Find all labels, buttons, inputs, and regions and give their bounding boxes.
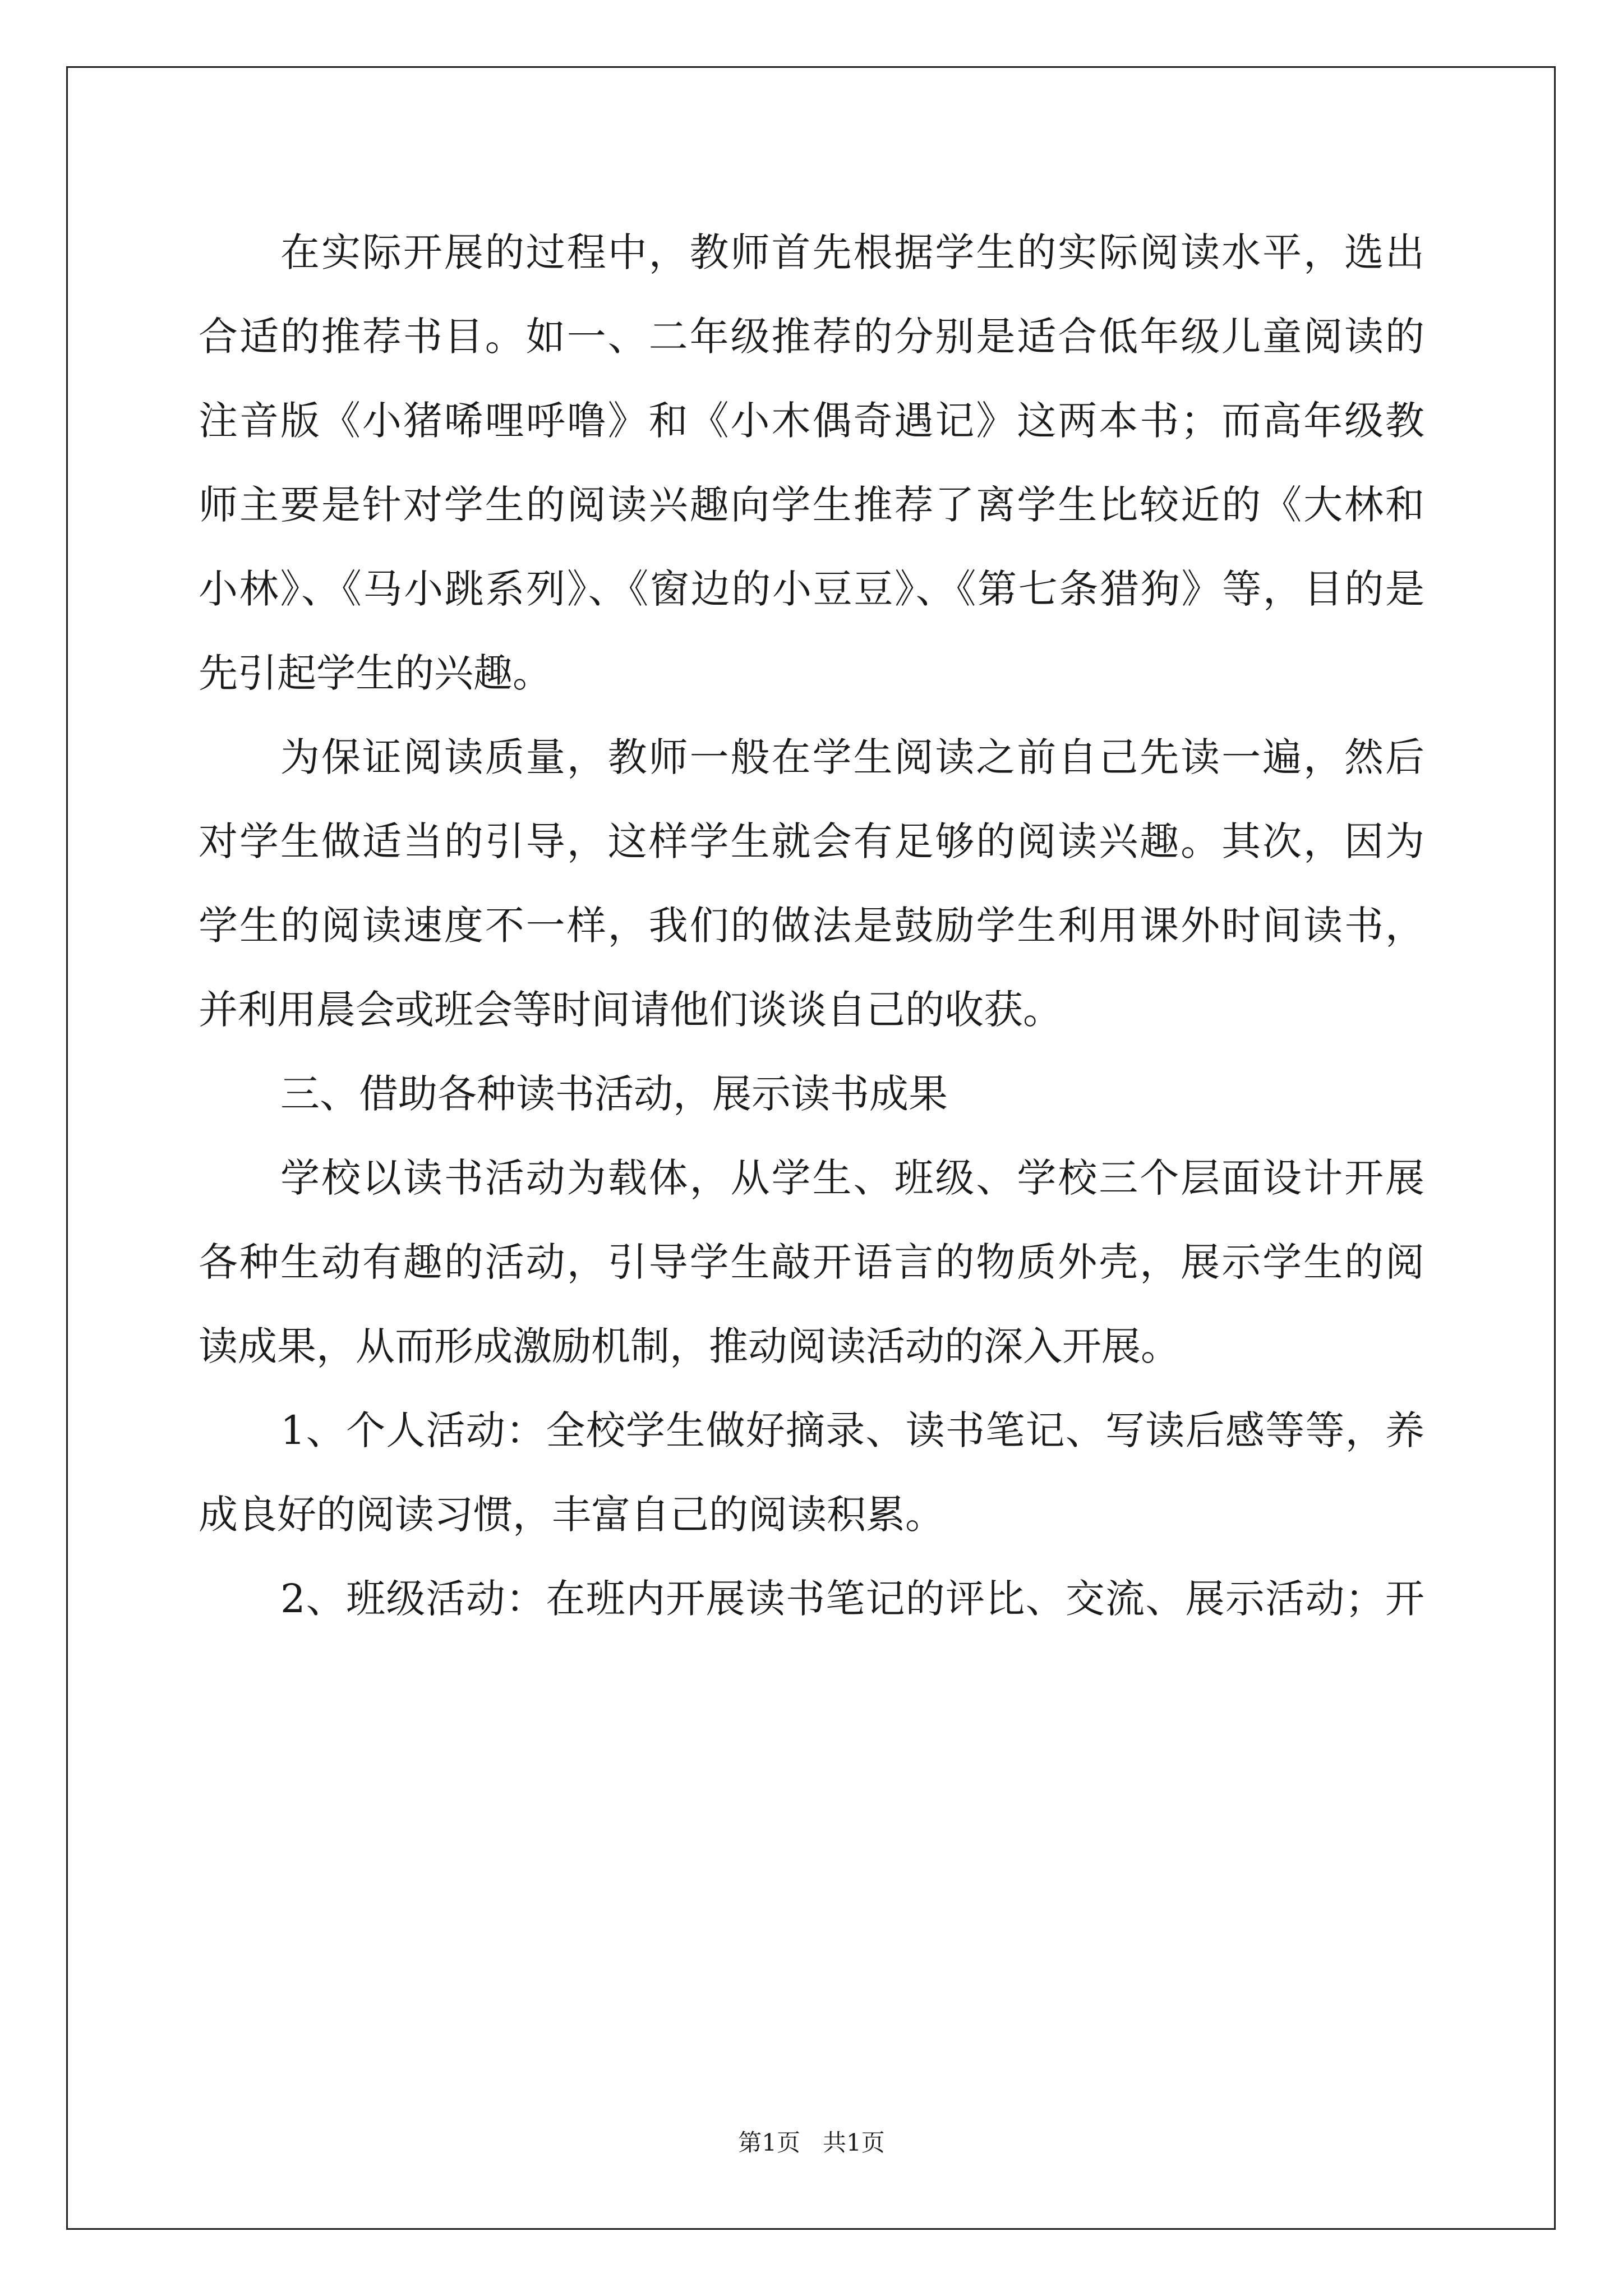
paragraph-2-line-1: 为保证阅读质量，教师一般在学生阅读之前自己先读一遍，然后 [280,734,1424,780]
section-heading: 三、借助各种读书活动，展示读书成果 [280,1071,948,1117]
paragraph-2-line-4: 并利用晨会或班会等时间请他们谈谈自己的收获。 [199,987,1062,1033]
paragraph-4-line-2: 成良好的阅读习惯，丰富自己的阅读积累。 [199,1492,944,1538]
paragraph-1-line-4: 师主要是针对学生的阅读兴趣向学生推荐了离学生比较近的《大林和 [199,482,1424,528]
page-footer: 第1页 共1页 [738,2129,885,2156]
paragraph-4-line-1: 1、个人活动：全校学生做好摘录、读书笔记、写读后感等等，养 [280,1407,1424,1453]
page-border [66,66,1556,2230]
paragraph-3-line-3: 读成果，从而形成激励机制，推动阅读活动的深入开展。 [199,1323,1180,1369]
paragraph-2-line-3: 学生的阅读速度不一样，我们的做法是鼓励学生利用课外时间读书， [199,903,1424,949]
paragraph-1-line-6: 先引起学生的兴趣。 [199,650,552,696]
paragraph-1-line-2: 合适的推荐书目。如一、二年级推荐的分别是适合低年级儿童阅读的 [199,314,1424,360]
paragraph-5-line-1: 2、班级活动：在班内开展读书笔记的评比、交流、展示活动；开 [280,1576,1424,1622]
paragraph-2-line-2: 对学生做适当的引导，这样学生就会有足够的阅读兴趣。其次，因为 [199,818,1424,864]
paragraph-1-line-3: 注音版《小猪唏哩呼噜》和《小木偶奇遇记》这两本书；而高年级教 [199,398,1424,444]
paragraph-3-line-1: 学校以读书活动为载体，从学生、班级、学校三个层面设计开展 [280,1155,1424,1201]
paragraph-1-line-5: 小林》、《马小跳系列》、《窗边的小豆豆》、《第七条猎狗》等，目的是 [199,566,1424,612]
paragraph-3-line-2: 各种生动有趣的活动，引导学生敲开语言的物质外壳，展示学生的阅 [199,1239,1424,1285]
paragraph-1-line-1: 在实际开展的过程中，教师首先根据学生的实际阅读水平，选出 [280,229,1424,275]
